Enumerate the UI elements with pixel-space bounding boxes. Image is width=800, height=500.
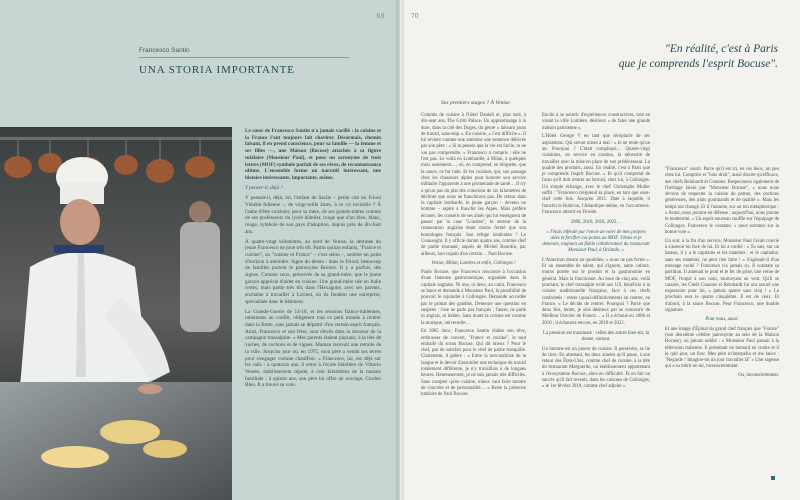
pull-quote-line: "En réalité, c'est à Paris: [664, 43, 778, 55]
section-subheading: La pression est maximale : celles des autres bien sûr, la tienne, surtout.: [543, 331, 649, 343]
body-paragraph: À quatre-vingt kilomètres, au nord de Venise, la destinée du jeune Francesco ne joue très tôt. Parmi quinze enfants, "France et cuisine", ou "cuisine et France" – c'est selon –, semble un point d'horizon à atteindre. Signe du destin : dans le Frioul, beaucoup de familles portent le patronyme Bocuse. Il y a parfois, des signes. Comme ceux, préservés de sa grand-mère, que le jeune garçon apprécie d'aider en cuisine. Une grand-mère née en Italie certes, mais partie très tôt, dans l'Hexagone, avec ses parents, enchaîne à travailler à Lorient, où ils fondent une entreprise, spécialisée dans le bâtiment.: [245, 238, 381, 305]
body-paragraph: Y pensait-il, déjà, lui, l'enfant de Sacile – petite cité du Frioul Vénétie-Julienne –, de vingt-mille âmes, à ce cri invisible ? À l'aube d'être cuisinier, pour sa mère, de ses grands-mères comme de ses professeurs du lycée hôtelier, rouge que d'un bleu, blanc, rouge, symbole de son pays d'adoption, depuis près de dix-huit ans.: [245, 195, 381, 235]
book-gutter: [396, 0, 404, 500]
dates-heading: 2006, 2010, 2018, 2022…: [570, 220, 622, 226]
section-subheading: Y penser-il, déjà ?: [245, 184, 283, 191]
title-rule: [139, 57, 349, 58]
body-paragraph: En 2005 donc, Francesco Santin réalise son rêve, embrasser de concert, "France et cuisine", le tout emballé du sceau Bocuse. Qui dit mieux ? Pour le chef, pas de satisfait pour le chef de partie tranquille. Clairement, il galère : « Entre la non-maîtrise de la langue et le devoir d'assimiler une technique de travail totalement différente, je n'y travaillais à de longues heures. Heureusement, je ne suis jamais très difficiles. Sans compter qu'en cuisine, mieux vaut faire montre de concrète et de personnalité… » Reste la présence tutélaire de Paul Bocuse.: [421, 329, 526, 398]
body-paragraph: Un homme est un joueur de cuisine. Il persévère, se lie de rires. En attestant, les deux années qu'il passe, à son retour des États-Unis, comme chef de cuisine, à la tête du restaurant Marguerite, un établissement appartenant à l'écosystème Bocuse, alors en difficulté. Et en fait un succès qu'il fait revenir, dans les cuisines de Collonges, « le 1er février 2018, comme chef adjoint ».: [542, 346, 650, 390]
right-column-2: [542, 113, 650, 393]
body-paragraph: L'American dream au quotidien, « nous ne pas fortes ». Et un ensemble de talent, qui s'ignore, autre culture, moins portée sur le produit et la gastronomie en général. Mais la fonctionne. Au bout de cinq ans, voilà pourtant, le chef transalpin exilé aux US, bénéficie à la cuisine traditionnelle française, face à ces chefs confrontés : rester (quasi-définitivement) ou rentrer, en France. « Le décide de rentrer. Pourquoi ? Parce que deux fois, tenter, je suis désireux par se concourir de Meilleur Ouvrier de France… » Il a échoué en 2006 et 2010 ; il échouera encore, en 2018 et 2022.: [542, 257, 650, 326]
end-mark: [771, 476, 775, 480]
right-column-1: [421, 113, 526, 401]
intro-paragraph: Le cœur de Francesco Santin n'a jamais vacillé : la cuisine et la France l'ont toujours fait chavirer. Désormais, chemin faisant, il en prend conscience, pour sa famille — la femme et ses filles —, une Maison (Bocuse) attachée à sa figure tutélaire (Monsieur Paul), et pour un acronyme de trois lettres (MOF) symbole parfait de ses rêves, de reconnaissance ultime. L'ensemble forme un narratif intéressant, une histoire intéressante, importante, même.: [245, 128, 381, 181]
chapter-title: UNA STORIA IMPORTANTE: [139, 64, 295, 76]
chef-kitchen-photo: [0, 127, 232, 500]
left-body-text: [245, 128, 381, 392]
body-paragraph: Paulo Bocuse, que Francesco rencontre à l'occasion d'une fameuse gastronomique, organisée dans la capitale anglaise. Ni une, ni deux, au culot, Francesco se lance et demande à Monsieur Paul, la possibilité de pouvoir le rejoindre à Collonges. Demande accordée par le primat des gandins. Demeure une question en suspens : l'ose ne parle pas français ; l'autre, ne parle ni anglais, ni italien. Sans doute la cuisine est comme la musique, universelle…: [421, 270, 526, 326]
page-number-right: 70: [411, 12, 419, 20]
right-column-3: [665, 167, 779, 382]
body-paragraph: La Grande-Guerre de 14-18, et les tensions franco-italiennes, inhérentes au conflit, obligèrent tout ce petit monde à rentrer dans la Botte, sans jamais se départir d'un certain esprit français. Ainsi, Francesco et son frère, sont élevés dans la douceur de la campagne transalpine. « Mes parents étaient paysans, à la tête de vaches, de cochons et de vignes. Maman recevait une retraite de la ville. Jusqu'au jour où, en 1975, mon père a vendu ses terres pour s'engager comme chauffeur. » Francesco, lui, est déjà sur les rails : à quatorze ans, il entre à l'école hôtelière de Vittorio Veneto, établissement réputé, à cent kilomètres de la maison familiale ; à quinze ans, son père lui offre un ouvrage, Cordon Bleu. Il a trouvé sa voie.: [245, 308, 381, 389]
body-paragraph: Commis de cuisine à l'hôtel Danieli et, plus tard, à dix-sept ans, The Gritti Palace. Un apprentissage à la dure, dans la cité des Doges, du genre « laissant jours de travail, sans-stop ». En cuisine, « c'est difficile ». Il lui revient comme une antienne une sentence délivrée par son père : « Si tu penses que la vie est facile, tu ne vas pas comprendre. » Francesco a compris : elle ne l'est pas. Le voilà en Lombardie, à Milan, à quelques mois seulement…, où, en comprend, en étiquette, que la sauce, ce fut rude. Et les cuisines, qui, son passage chez les chasseurs alpins pour honorer son service militaire l'apparente à une promenade de santé… Il n'y a qu'un pas du plat des conscient de six kilomètres de décliner que nous ne franchirons pas. De retour dans la capitale lombarde, le jeune garçon – devenu un homme – aspire à franchir les Alpes. Mais préfère écouter, les conseils de ses aînés qui lui enseignent de passer par la case "Londres", le secteur de la restauration anglaise étant moins fermé que son homologue français. Son refuge londonien ? Le Connaught. Il y officie durant quatre ans, comme chef de partie tournant, auprès de Michel Bourdin, par ailleurs, bon copain d'un certain… Paul Bocuse.: [421, 113, 526, 257]
body-paragraph: "Francesco" sourit. Parce qu'il est ici, en ces lieux, un peu chez lui. Complice et "bras droit", aussi discret qu'efficace, des chefs Reinhardt et Cussons. Respectueux également de l'héritage laissé par "Monsieur Bocuse", « nous nous devons de respecter la cuisine du patron, des portions généreuses, des plats gourmands et de qualité ». Mais les temps ont changé. Et il l'assume, sur un ton métaphorique : « Avant, nous jouions en défense ; aujourd'hui, nous jouons le modernité. » Un esprit nouveau souffle sur l'équipage de Collonges. Francesco le constate, « nous sommes sur la bonne voie ».: [665, 167, 779, 235]
chef-photo-illustration: [0, 127, 232, 500]
section-subheading: Pour nous, aussi.: [705, 317, 739, 323]
column-lead: Ses premiers stages ? À Venise.: [441, 100, 512, 106]
body-paragraph: Et une image d'Épinal du grand chef français que "France" (son deuxième célèbre patronyme au sein de la Maison Bocuse), où jamais oublié : « Monsieur Paul passait à la télévision italienne. Il présentait un homard en croûte et il le quit jour, un four. Mes père m'interpella et me lance : "Regarde ! Imagine-toi un jour travailler là" » Une sagesse qui a su mûrir en lui, inconsciemment.: [665, 326, 779, 370]
pull-quote-line: que je comprends l'esprit Bocuse".: [618, 57, 778, 70]
body-paragraph: L'Hôtel George V en tant que réceptacle de ses aspirations. Qui seront mises à mal : « Je ne rente qu'un an. Pourquoi ? C'était compliqué… Quatre-vingt cuisiniers, un service en continu, la nécessité de travailler avec la mise en place de son prédécesseur. La qualité des produits, aussi. En réalité, c'est à Paris que je comprends l'esprit Bocuse. » Et qu'il comprend de facto qu'il doit rentrer au bercail, chez lui, à Collonges. Un simple échange, avec le chef Christophe Muller suffit : "Francesco (re)prend sa place, en tant que sous-chef cette fois. Jusqu'en 2011. Date à laquelle, il franchit le Rubicon, l'Atlantique même, en l'occurrence. Francesco atterrit en Floride.: [542, 134, 650, 215]
closing-line: Ou, inconsciemment.: [738, 373, 779, 379]
page-number-left: 69: [377, 12, 385, 20]
body-paragraph: Un soir, à la fin d'un service, Monsieur Paul l'avait convié à s'asseoir en face de lui. Et lui a confié : « Tu sais, sur un bateau, il y a le capitaine et les matelots ; et le capitaine, sans ses matelots, ne peut rien faire ! » S'agissait-il d'un message caché ? Francesco n'a jamais su. Il constate sa partition. Il amenait le pont et le fer de grisé, une veine de MOF, l'toqué à son nom, tournoyant au vent. Qu'il se rassure, les Chefs Cussons et Reinhardt lui ont assuré une expression pour lui, « jamais quatre sans cinq ! » Le prochain sera le quatre cinquième. Il est de ceux. Et d'abord, à la sauce Bocuse. Peur Francesco, une double signature.: [665, 238, 779, 314]
pull-quote: [508, 42, 778, 71]
inline-quote: « J'étais inféodé par l'envie de voler de mes propres ailes et fortifier ces points au MOF. J'étais et je demeure, toujours un fidèle collaborateur du restaurant Monsieur Paul, à Orlando. »: [542, 229, 650, 254]
body-paragraph: Enclin à se nourrir d'expériences constructives, tout en visant la ville Lumière, désireux « de faire une grande maison parisienne ».: [542, 113, 650, 131]
section-subheading: Venise, Milan, Londres et enfin, Collonges !: [431, 260, 516, 266]
author-name: Francesco Santin: [139, 47, 190, 54]
